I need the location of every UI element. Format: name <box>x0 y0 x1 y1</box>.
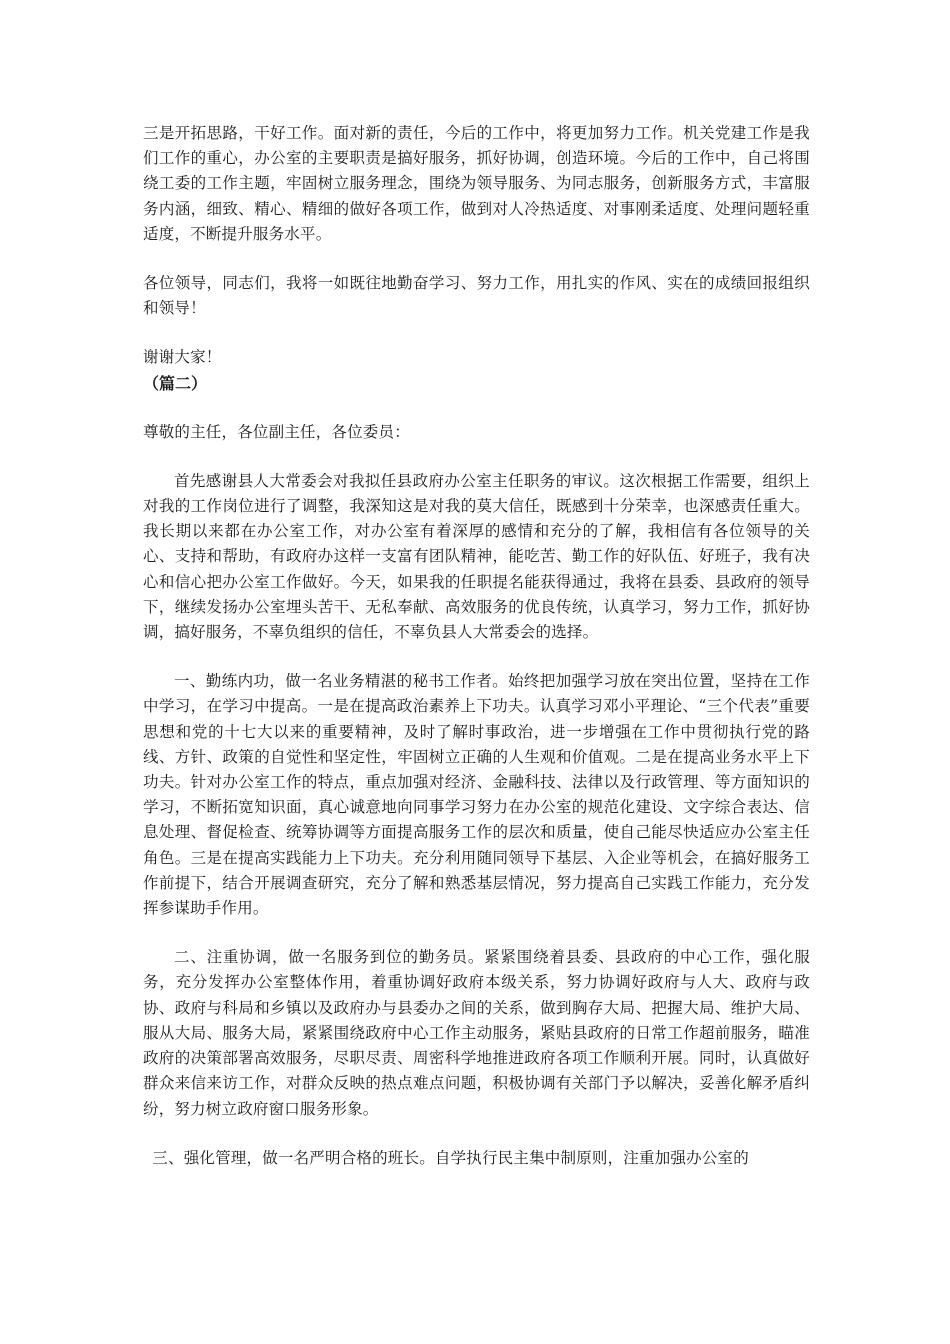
section-heading: （篇二） <box>143 373 208 393</box>
paragraph-point-one: 一、勤练内功，做一名业务精湛的秘书工作者。始终把加强学习放在突出位置，坚持在工作中学习，在学习中提高。一是在提高政治素养上下功夫。认真学习邓小平理论、“三个代表”重要思想和党的十七大以来的重要精神，及时了解时事政治，进一步增强在工作中贯彻执行党的路线、方针、政策的自觉性和坚定性，牢固树立正确的人生观和价值观。二是在提高业务水平上下功夫。针对办公室工作的特点，重点加强对经济、金融科技、法律以及行政管理、等方面知识的学习，不断拓宽知识面，真心诚意地向同事学习努力在办公室的规范化建设、文字综合表达、信息处理、督促检查、统筹协调等方面提高服务工作的层次和质量，使自己能尽快适应办公室主任角色。三是在提高实践能力上下功夫。充分利用随同领导下基层、入企业等机会，在搞好服务工作前提下，结合开展调查研究，充分了解和熟悉基层情况，努力提高自己实践工作能力，充分发挥参谋助手作用。 <box>143 672 810 918</box>
paragraph-development: 三是开拓思路，干好工作。面对新的责任，今后的工作中，将更加努力工作。机关党建工作是我们工作的重心，办公室的主要职责是搞好服务，抓好协调，创造环境。今后的工作中，自己将围绕工委的工作主题，牢固树立服务理念，围绕为领导服务、为同志服务，创新服务方式，丰富服务内涵，细致、精心、精细的做好各项工作，做到对人冷热适度、对事刚柔适度、处理问题轻重适度，不断提升服务水平。 <box>143 124 810 243</box>
paragraph-introduction: 首先感谢县人大常委会对我拟任县政府办公室主任职务的审议。这次根据工作需要，组织上对我的工作岗位进行了调整，我深知这是对我的莫大信任，既感到十分荣幸，也深感责任重大。我长期以来都在办公室工作，对办公室有着深厚的感情和充分的了解，我相信有各位领导的关心、支持和帮助，有政府办这样一支富有团队精神，能吃苦、勤工作的好队伍、好班子，我有决心和信心把办公室工作做好。今天，如果我的任职提名能获得通过，我将在县委、县政府的领导下，继续发扬办公室埋头苦干、无私奉献、高效服务的优良传统，认真学习，努力工作，抓好协调，搞好服务，不辜负组织的信任，不辜负县人大常委会的选择。 <box>143 471 810 642</box>
paragraph-commitment: 各位领导，同志们，我将一如既往地勤奋学习、努力工作，用扎实的作风、实在的成绩回报组织和领导！ <box>143 274 810 318</box>
paragraph-thanks: 谢谢大家！ <box>143 348 222 367</box>
paragraph-point-two: 二、注重协调，做一名服务到位的勤务员。紧紧围绕着县委、县政府的中心工作，强化服务，充分发挥办公室整体作用，着重协调好政府本级关系，努力协调好政府与人大、政府与政协、政府与科局和乡镇以及政府办与县委办之间的关系，做到胸存大局、把握大局、维护大局、服从大局、服务大局，紧紧围绕政府中心工作主动服务，紧贴县政府的日常工作超前服务，瞄准政府的决策部署高效服务，尽职尽责、周密科学地推进政府各项工作顺利开展。同时，认真做好群众来信来访工作，对群众反映的热点难点问题，积极协调有关部门予以解决，妥善化解矛盾纠纷，努力树立政府窗口服务形象。 <box>143 948 810 1118</box>
salutation: 尊敬的主任，各位副主任，各位委员： <box>143 422 410 441</box>
paragraph-point-three: 三、强化管理，做一名严明合格的班长。自学执行民主集中制原则，注重加强办公室的 <box>152 1148 749 1167</box>
document-page <box>143 121 810 1171</box>
